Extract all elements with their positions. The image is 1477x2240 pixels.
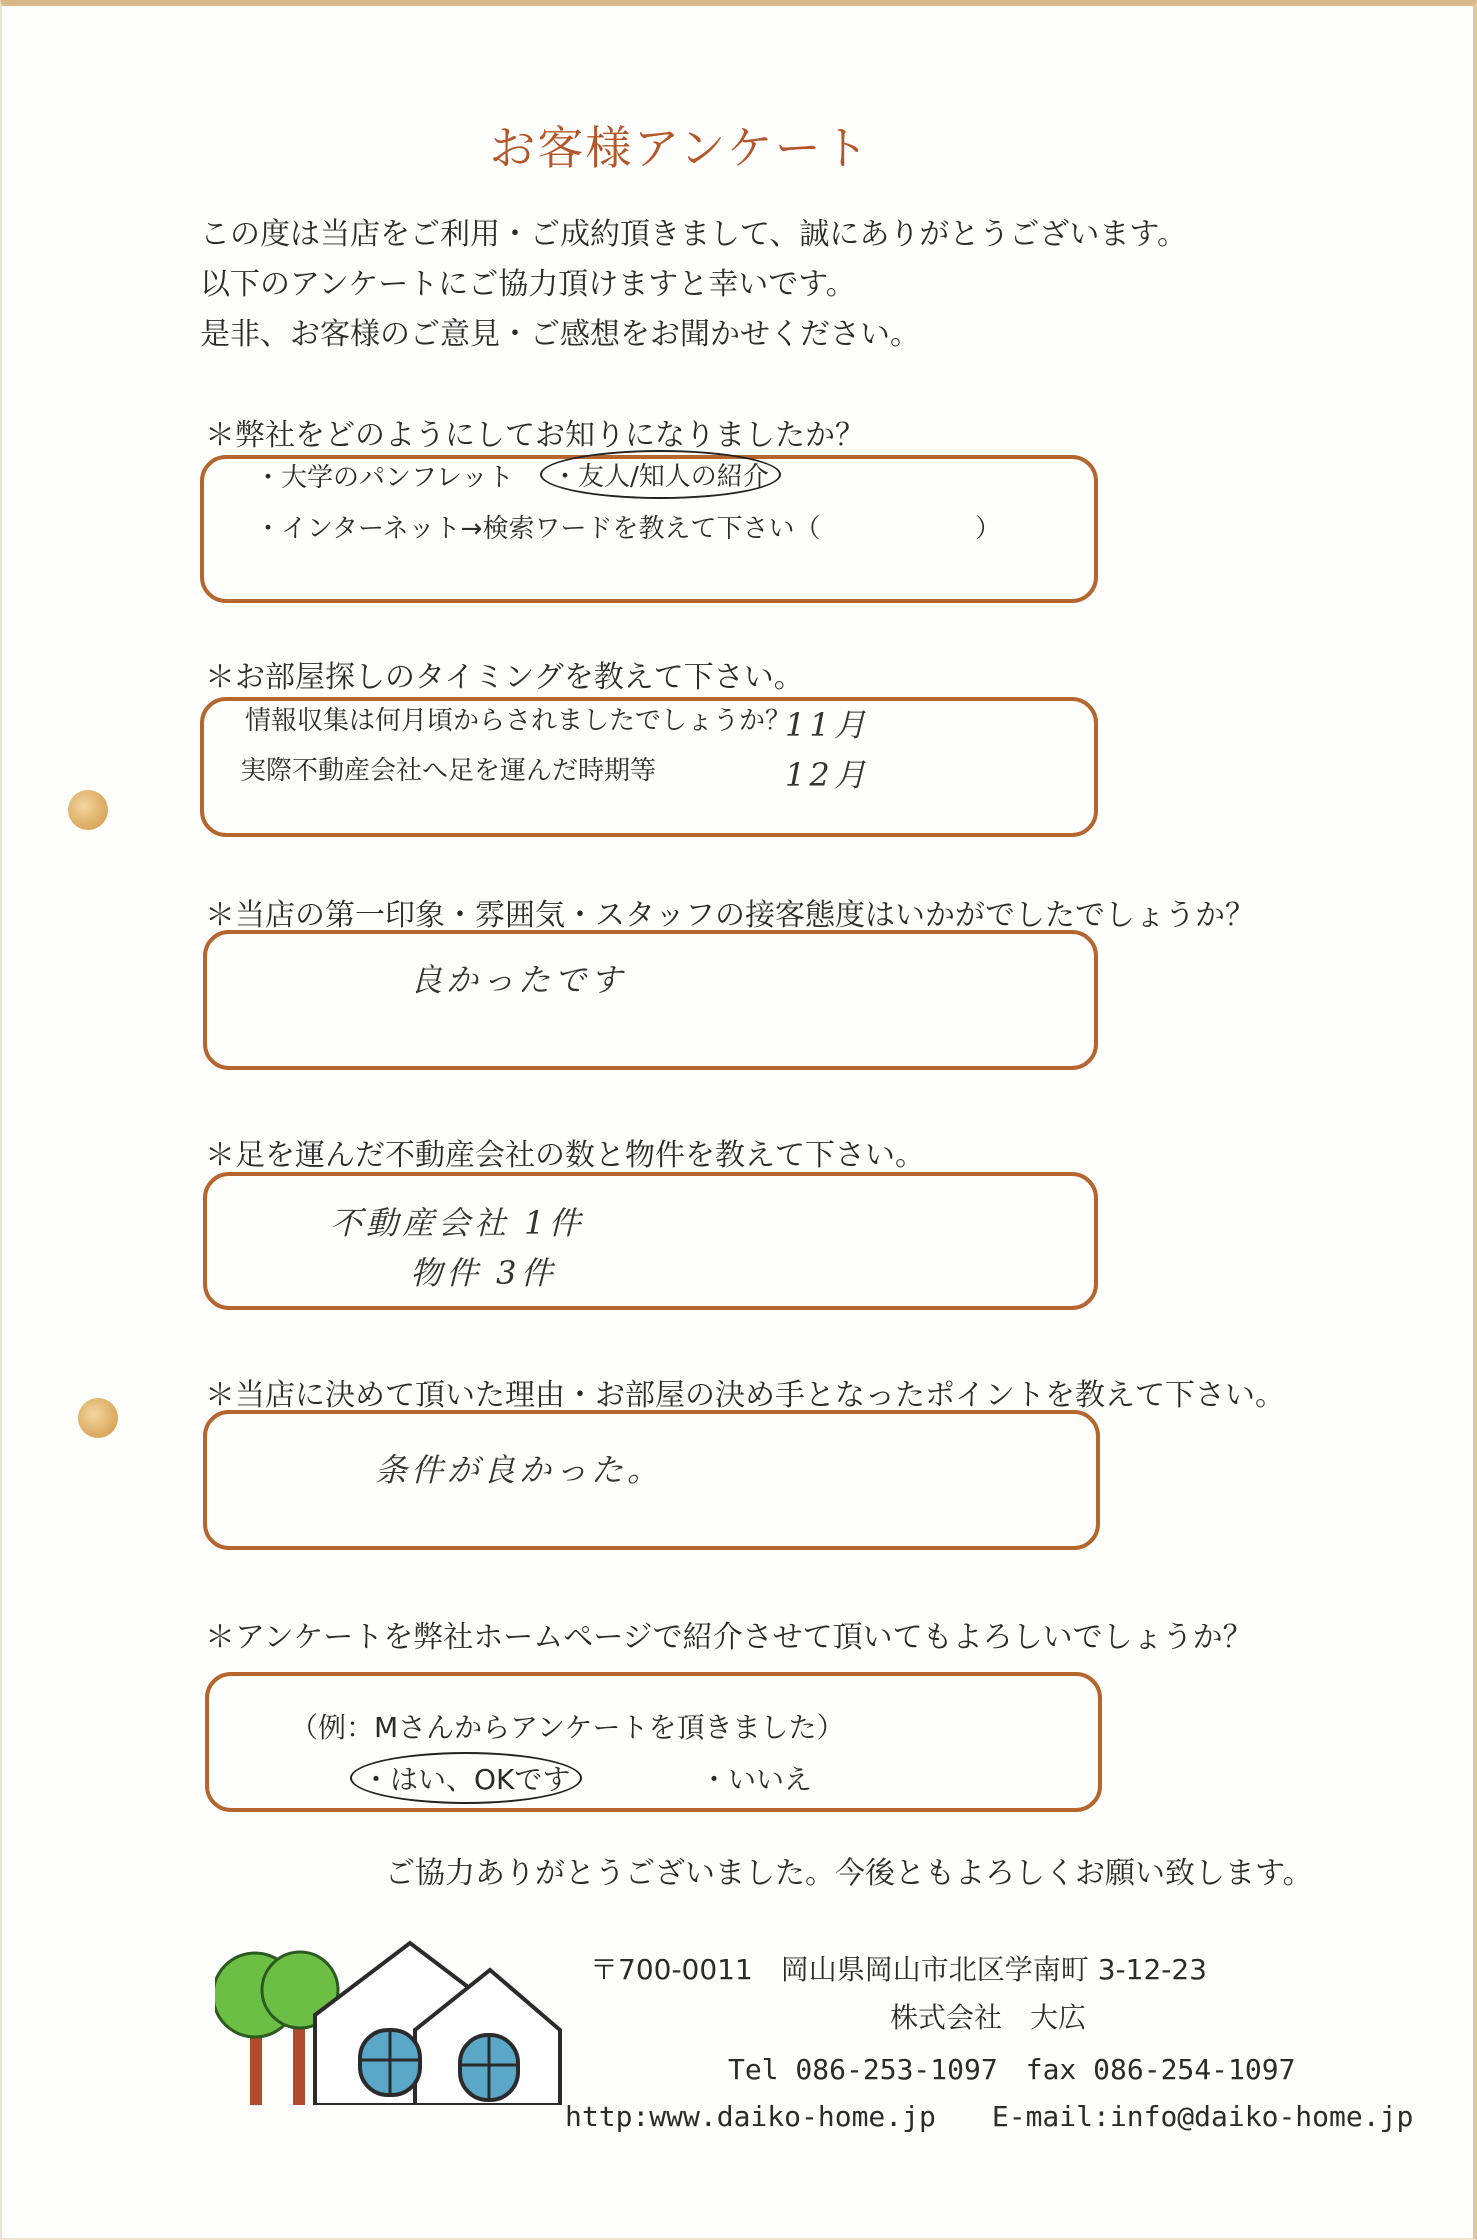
q1-question: ＊弊社をどのようにしてお知りになりましたか？ [205,418,865,453]
q1-option-friend[interactable] [540,450,781,499]
q4-question: ＊足を運んだ不動産会社の数と物件を教えて下さい。 [205,1138,925,1173]
q6-option-yes-circled: ・はい、OKです [350,1752,582,1804]
q5-answer: 条件が良かった。 [375,1451,664,1489]
house-icon [315,1943,560,2105]
q6-option-no[interactable]: ・いいえ [700,1763,813,1796]
q1-option-friend-circled: ・友人/知人の紹介 [540,450,781,499]
footer-address: 〒700-0011 岡山県岡山市北区学南町 3-12-23 [590,1953,1207,1986]
page-title: お客様アンケート [489,121,871,175]
intro-text [200,210,1187,360]
q1-option-internet-close: ） [975,514,1002,544]
q2-answer-2: 12月 [785,756,870,794]
q2-line-1: 情報収集は何月頃からされましたでしょうか？ [245,706,792,736]
q6-example: （例：Mさんからアンケートを頂きました） [290,1711,845,1744]
q3-question: ＊当店の第一印象・雰囲気・スタッフの接客態度はいかがでしたでしょうか？ [205,898,1255,933]
company-logo [215,1935,565,2105]
binder-hole-top [68,790,108,830]
q2-question: ＊お部屋探しのタイミングを教えて下さい。 [205,660,804,695]
closing-message: ご協力ありがとうございました。今後ともよろしくお願い致します。 [385,1856,1313,1891]
binder-hole-bottom [78,1398,118,1438]
footer-company: 株式会社 大広 [890,2001,1087,2034]
q6-option-yes[interactable] [350,1752,582,1804]
intro-line-1: この度は当店をご利用・ご成約頂きまして、誠にありがとうございます。 [200,217,1187,252]
q1-option-pamphlet[interactable]: ・大学のパンフレット [255,463,514,493]
q2-answer-1: 11月 [785,706,870,744]
q3-answer-box[interactable] [203,930,1098,1070]
q6-question: ＊アンケートを弊社ホームページで紹介させて頂いてもよろしいでしょうか？ [205,1620,1253,1655]
q4-answer-1: 不動産会社 1件 [330,1204,585,1242]
q2-line-2: 実際不動産会社へ足を運んだ時期等 [240,756,657,786]
intro-line-2: 以下のアンケートにご協力頂けますと幸いです。 [200,267,856,302]
q5-question: ＊当店に決めて頂いた理由・お部屋の決め手となったポイントを教えて下さい。 [205,1378,1285,1413]
q4-answer-2: 物件 3件 [410,1254,557,1292]
footer-web[interactable]: http:www.daiko-home.jp E-mail:info@daiko-home.jp [565,2100,1414,2133]
footer-phone: Tel 086-253-1097 fax 086-254-1097 [728,2053,1296,2086]
q3-answer: 良かったです [410,961,627,999]
intro-line-3: 是非、お客様のご意見・ご感想をお聞かせください。 [200,317,920,352]
q1-option-internet[interactable]: ・インターネット→検索ワードを教えて下さい（ [255,514,821,544]
